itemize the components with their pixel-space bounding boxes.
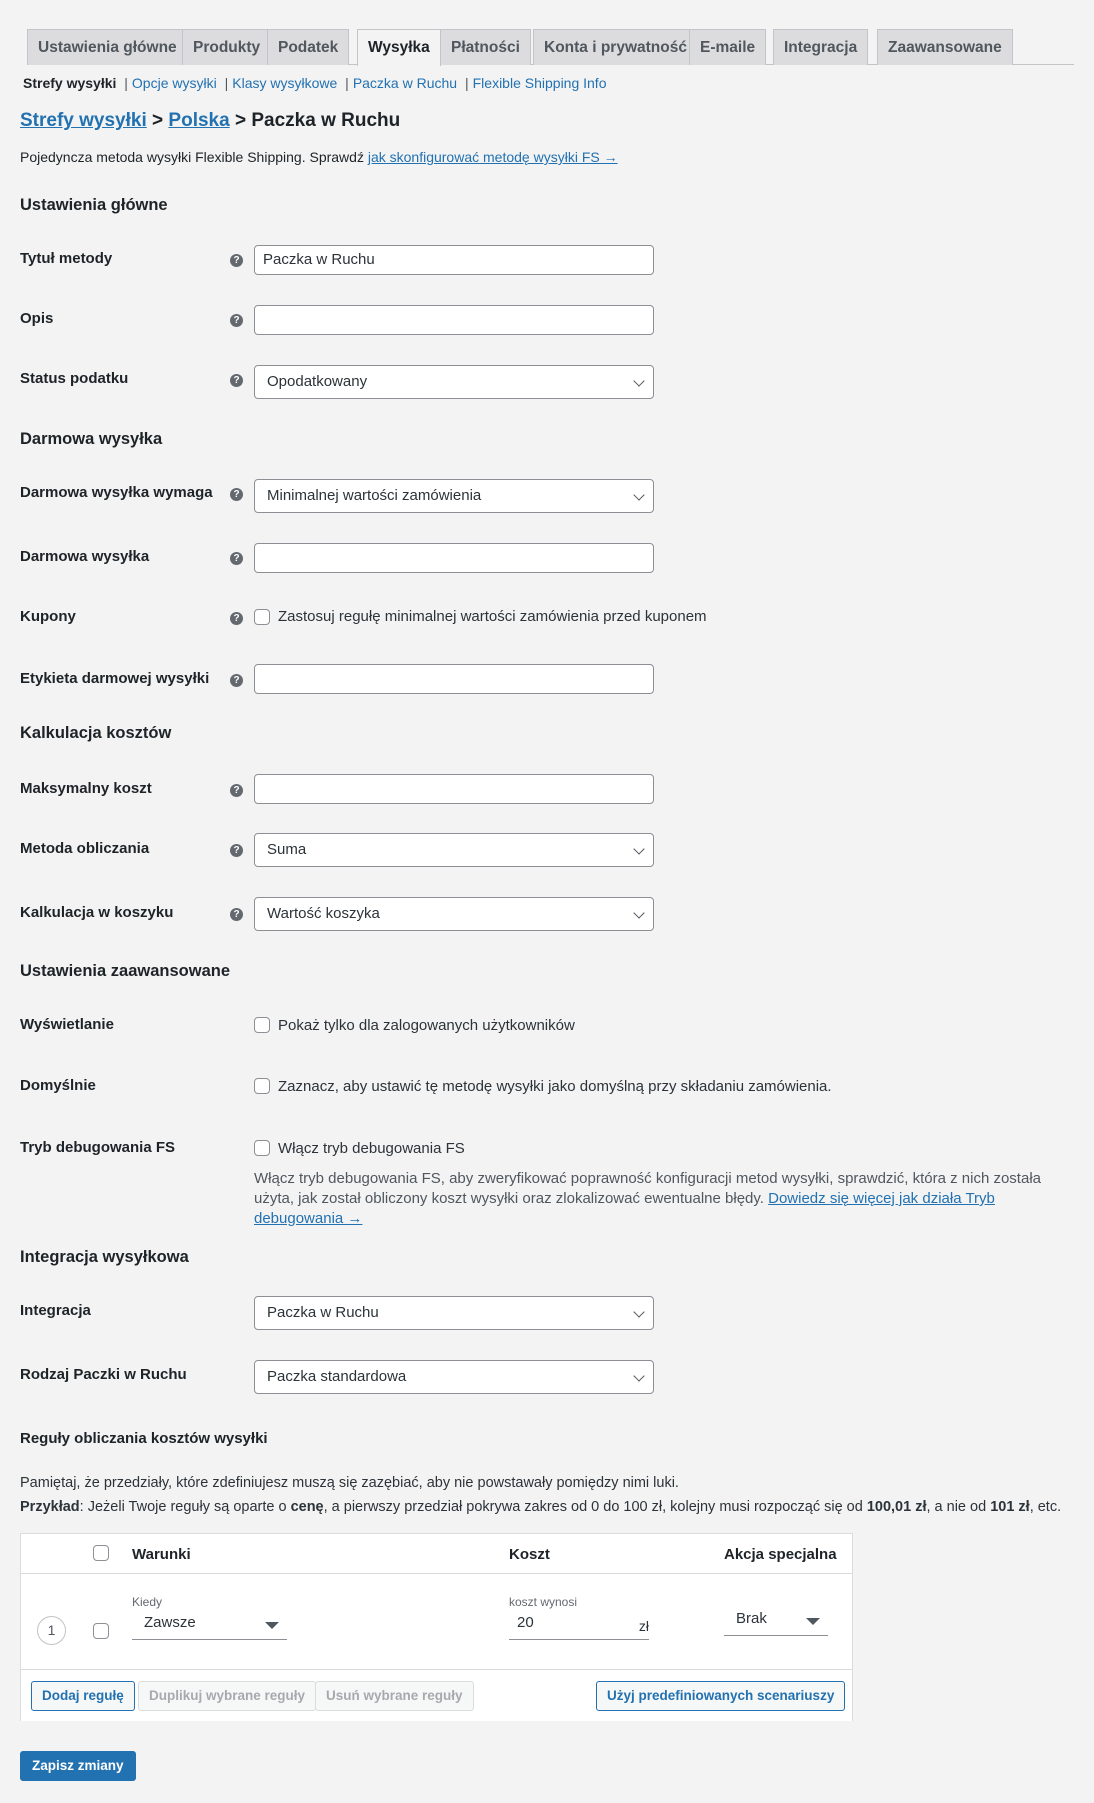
- parcel-type-select[interactable]: [254, 1360, 654, 1394]
- integration-label: Integracja: [20, 1302, 91, 1319]
- help-icon[interactable]: ?: [230, 844, 243, 857]
- tab-integration[interactable]: Integracja: [773, 29, 868, 65]
- description-label: Opis: [20, 310, 54, 327]
- select-all-rules-checkbox[interactable]: [93, 1545, 109, 1561]
- calc-method-select[interactable]: [254, 833, 654, 867]
- subnav-separator: |: [464, 75, 469, 91]
- tax-status-label: Status podatku: [20, 370, 129, 387]
- help-icon[interactable]: ?: [230, 784, 243, 797]
- col-conditions: Warunki: [132, 1546, 191, 1563]
- caret-down-icon: [265, 1622, 279, 1629]
- subnav-separator: |: [345, 75, 349, 91]
- integration-select[interactable]: [254, 1296, 654, 1330]
- breadcrumb-arrow: >: [234, 110, 247, 131]
- tab-accounts[interactable]: Konta i prywatność: [533, 29, 698, 65]
- visibility-checkbox[interactable]: [254, 1017, 270, 1033]
- rules-example-text: , a pierwszy przedział pokrywa zakres od 0 do 100 zł, kolejny musi rozpocząć się od: [323, 1499, 867, 1515]
- rules-example-text: , etc.: [1029, 1499, 1062, 1515]
- subnav-link-fs-info[interactable]: Flexible Shipping Info: [472, 75, 607, 91]
- tab-products[interactable]: Produkty: [182, 29, 271, 65]
- visibility-checkbox-label[interactable]: Pokaż tylko dla zalogowanych użytkowników: [278, 1017, 575, 1034]
- cart-calc-select[interactable]: [254, 897, 654, 931]
- breadcrumb-zone-link[interactable]: Polska: [168, 110, 230, 131]
- cost-value: 20: [517, 1614, 534, 1631]
- rules-example-bold: Przykład: [20, 1499, 80, 1515]
- help-icon[interactable]: ?: [230, 674, 243, 687]
- coupons-label: Kupony: [20, 608, 76, 625]
- calc-method-label: Metoda obliczania: [20, 840, 150, 857]
- intro-text: [20, 149, 618, 165]
- integration-value: Paczka w Ruchu: [267, 1304, 379, 1321]
- rules-table-footer: [21, 1669, 852, 1721]
- default-label: Domyślnie: [20, 1077, 96, 1094]
- intro-sentence: Pojedyncza metoda wysyłki Flexible Shipping. Sprawdź: [20, 149, 368, 165]
- subnav-separator: |: [224, 75, 229, 91]
- debug-checkbox[interactable]: [254, 1140, 270, 1156]
- default-checkbox[interactable]: [254, 1078, 270, 1094]
- help-icon[interactable]: ?: [230, 612, 243, 625]
- section-cost-calculation: Kalkulacja kosztów: [20, 724, 172, 742]
- col-cost: Koszt: [509, 1546, 550, 1563]
- section-general: Ustawienia główne: [20, 196, 168, 214]
- rules-heading: Reguły obliczania kosztów wysyłki: [20, 1430, 268, 1447]
- shipping-subnav: [23, 75, 607, 91]
- rules-table: [20, 1533, 853, 1721]
- chevron-down-icon: [633, 843, 644, 854]
- tab-shipping[interactable]: Wysyłka: [357, 29, 441, 66]
- subnav-link-options[interactable]: Opcje wysyłki: [131, 75, 217, 91]
- subnav-link-classes[interactable]: Klasy wysyłkowe: [232, 75, 338, 91]
- remove-rules-button[interactable]: Usuń wybrane reguły: [315, 1681, 474, 1711]
- rules-table-header: [21, 1534, 852, 1574]
- chevron-down-icon: [633, 1370, 644, 1381]
- when-value: Zawsze: [144, 1614, 196, 1631]
- breadcrumb-arrow: >: [152, 110, 164, 131]
- predefined-scenarios-button[interactable]: Użyj predefiniowanych scenariuszy: [596, 1681, 845, 1711]
- tab-advanced[interactable]: Zaawansowane: [877, 29, 1013, 65]
- chevron-down-icon: [633, 1306, 644, 1317]
- debug-checkbox-label[interactable]: Włącz tryb debugowania FS: [278, 1140, 465, 1157]
- rules-example: [20, 1499, 1061, 1515]
- settings-tabs: [27, 29, 1074, 65]
- tab-general[interactable]: Ustawienia główne: [27, 29, 188, 65]
- breadcrumb-current: Paczka w Ruchu: [251, 110, 401, 131]
- free-shipping-input[interactable]: [254, 543, 654, 573]
- method-title-input[interactable]: Paczka w Ruchu: [254, 245, 654, 275]
- subnav-separator: |: [124, 75, 128, 91]
- section-free-shipping: Darmowa wysyłka: [20, 430, 163, 448]
- max-cost-input[interactable]: [254, 774, 654, 804]
- rule-number[interactable]: 1: [37, 1616, 66, 1645]
- debug-description-text: Włącz tryb debugowania FS, aby zweryfikować poprawność konfiguracji metod wysyłki, sprawdzić, która z nich została użyta, jak został obliczony koszt wysyłki oraz zlokalizować ewentualne błędy.: [254, 1170, 1041, 1207]
- chevron-down-icon: [633, 375, 644, 386]
- coupons-checkbox[interactable]: [254, 609, 270, 625]
- debug-learn-more-link[interactable]: Dowiedz się więcej jak działa Tryb debugowania →: [254, 1190, 995, 1227]
- subnav-link-paczka[interactable]: Paczka w Ruchu: [352, 75, 458, 91]
- calc-method-value: Suma: [267, 841, 307, 858]
- parcel-type-value: Paczka standardowa: [267, 1368, 407, 1385]
- rules-example-text: : Jeżeli Twoje reguły są oparte o: [79, 1499, 291, 1515]
- rules-example-text: , a nie od: [926, 1499, 991, 1515]
- breadcrumb-zones-link[interactable]: Strefy wysyłki: [20, 110, 147, 131]
- when-label: Kiedy: [132, 1595, 163, 1609]
- visibility-label: Wyświetlanie: [20, 1016, 114, 1033]
- cost-label: koszt wynosi: [509, 1595, 578, 1609]
- breadcrumb: [20, 110, 400, 132]
- tax-status-select[interactable]: [254, 365, 654, 399]
- tax-status-value: Opodatkowany: [267, 373, 368, 390]
- parcel-type-label: Rodzaj Paczki w Ruchu: [20, 1366, 187, 1383]
- help-icon[interactable]: ?: [230, 314, 243, 327]
- tab-emails[interactable]: E-maile: [689, 29, 766, 65]
- config-guide-link[interactable]: jak skonfigurować metodę wysyłki FS →: [367, 149, 618, 165]
- when-select[interactable]: [132, 1614, 287, 1640]
- cost-input[interactable]: [509, 1614, 649, 1640]
- debug-description: [254, 1169, 1074, 1229]
- max-cost-label: Maksymalny koszt: [20, 780, 152, 797]
- method-title-label: Tytuł metody: [20, 250, 113, 267]
- subnav-current: Strefy wysyłki: [23, 75, 117, 91]
- help-icon[interactable]: ?: [230, 488, 243, 501]
- help-icon[interactable]: ?: [230, 254, 243, 267]
- description-input[interactable]: [254, 305, 654, 335]
- free-badge-input[interactable]: [254, 664, 654, 694]
- rules-example-bold: 100,01 zł: [866, 1499, 927, 1515]
- chevron-down-icon: [633, 907, 644, 918]
- tab-tax[interactable]: Podatek: [267, 29, 349, 65]
- duplicate-rules-button[interactable]: Duplikuj wybrane reguły: [138, 1681, 316, 1711]
- free-shipping-label: Darmowa wysyłka: [20, 548, 150, 565]
- section-integration: Integracja wysyłkowa: [20, 1248, 189, 1266]
- save-changes-button[interactable]: Zapisz zmiany: [20, 1751, 136, 1781]
- rules-example-bold: 101 zł: [990, 1499, 1030, 1515]
- help-icon[interactable]: ?: [230, 374, 243, 387]
- caret-down-icon: [806, 1618, 820, 1625]
- currency-label: zł: [638, 1618, 649, 1634]
- debug-label: Tryb debugowania FS: [20, 1139, 176, 1156]
- free-requires-value: Minimalnej wartości zamówienia: [267, 487, 482, 504]
- cart-calc-value: Wartość koszyka: [267, 905, 380, 922]
- cart-calc-label: Kalkulacja w koszyku: [20, 904, 174, 921]
- col-special-action: Akcja specjalna: [724, 1546, 837, 1563]
- help-icon[interactable]: ?: [230, 552, 243, 565]
- special-action-value: Brak: [736, 1610, 767, 1627]
- rules-note: Pamiętaj, że przedziały, które zdefiniujesz muszą się zazębiać, aby nie powstawały pomiędzy nimi luki.: [20, 1475, 679, 1491]
- free-badge-label: Etykieta darmowej wysyłki: [20, 670, 210, 687]
- free-requires-select[interactable]: [254, 479, 654, 513]
- add-rule-button[interactable]: Dodaj regułę: [31, 1681, 135, 1711]
- special-action-select[interactable]: [724, 1610, 828, 1636]
- coupons-checkbox-label[interactable]: Zastosuj regułę minimalnej wartości zamówienia przed kuponem: [278, 608, 707, 625]
- rule-select-checkbox[interactable]: [93, 1623, 109, 1639]
- section-advanced: Ustawienia zaawansowane: [20, 962, 230, 980]
- chevron-down-icon: [633, 489, 644, 500]
- help-icon[interactable]: ?: [230, 908, 243, 921]
- rules-example-bold: cenę: [290, 1499, 324, 1515]
- tab-payments[interactable]: Płatności: [440, 29, 531, 65]
- default-checkbox-label[interactable]: Zaznacz, aby ustawić tę metodę wysyłki jako domyślną przy składaniu zamówienia.: [278, 1078, 832, 1095]
- free-requires-label: Darmowa wysyłka wymaga: [20, 484, 213, 501]
